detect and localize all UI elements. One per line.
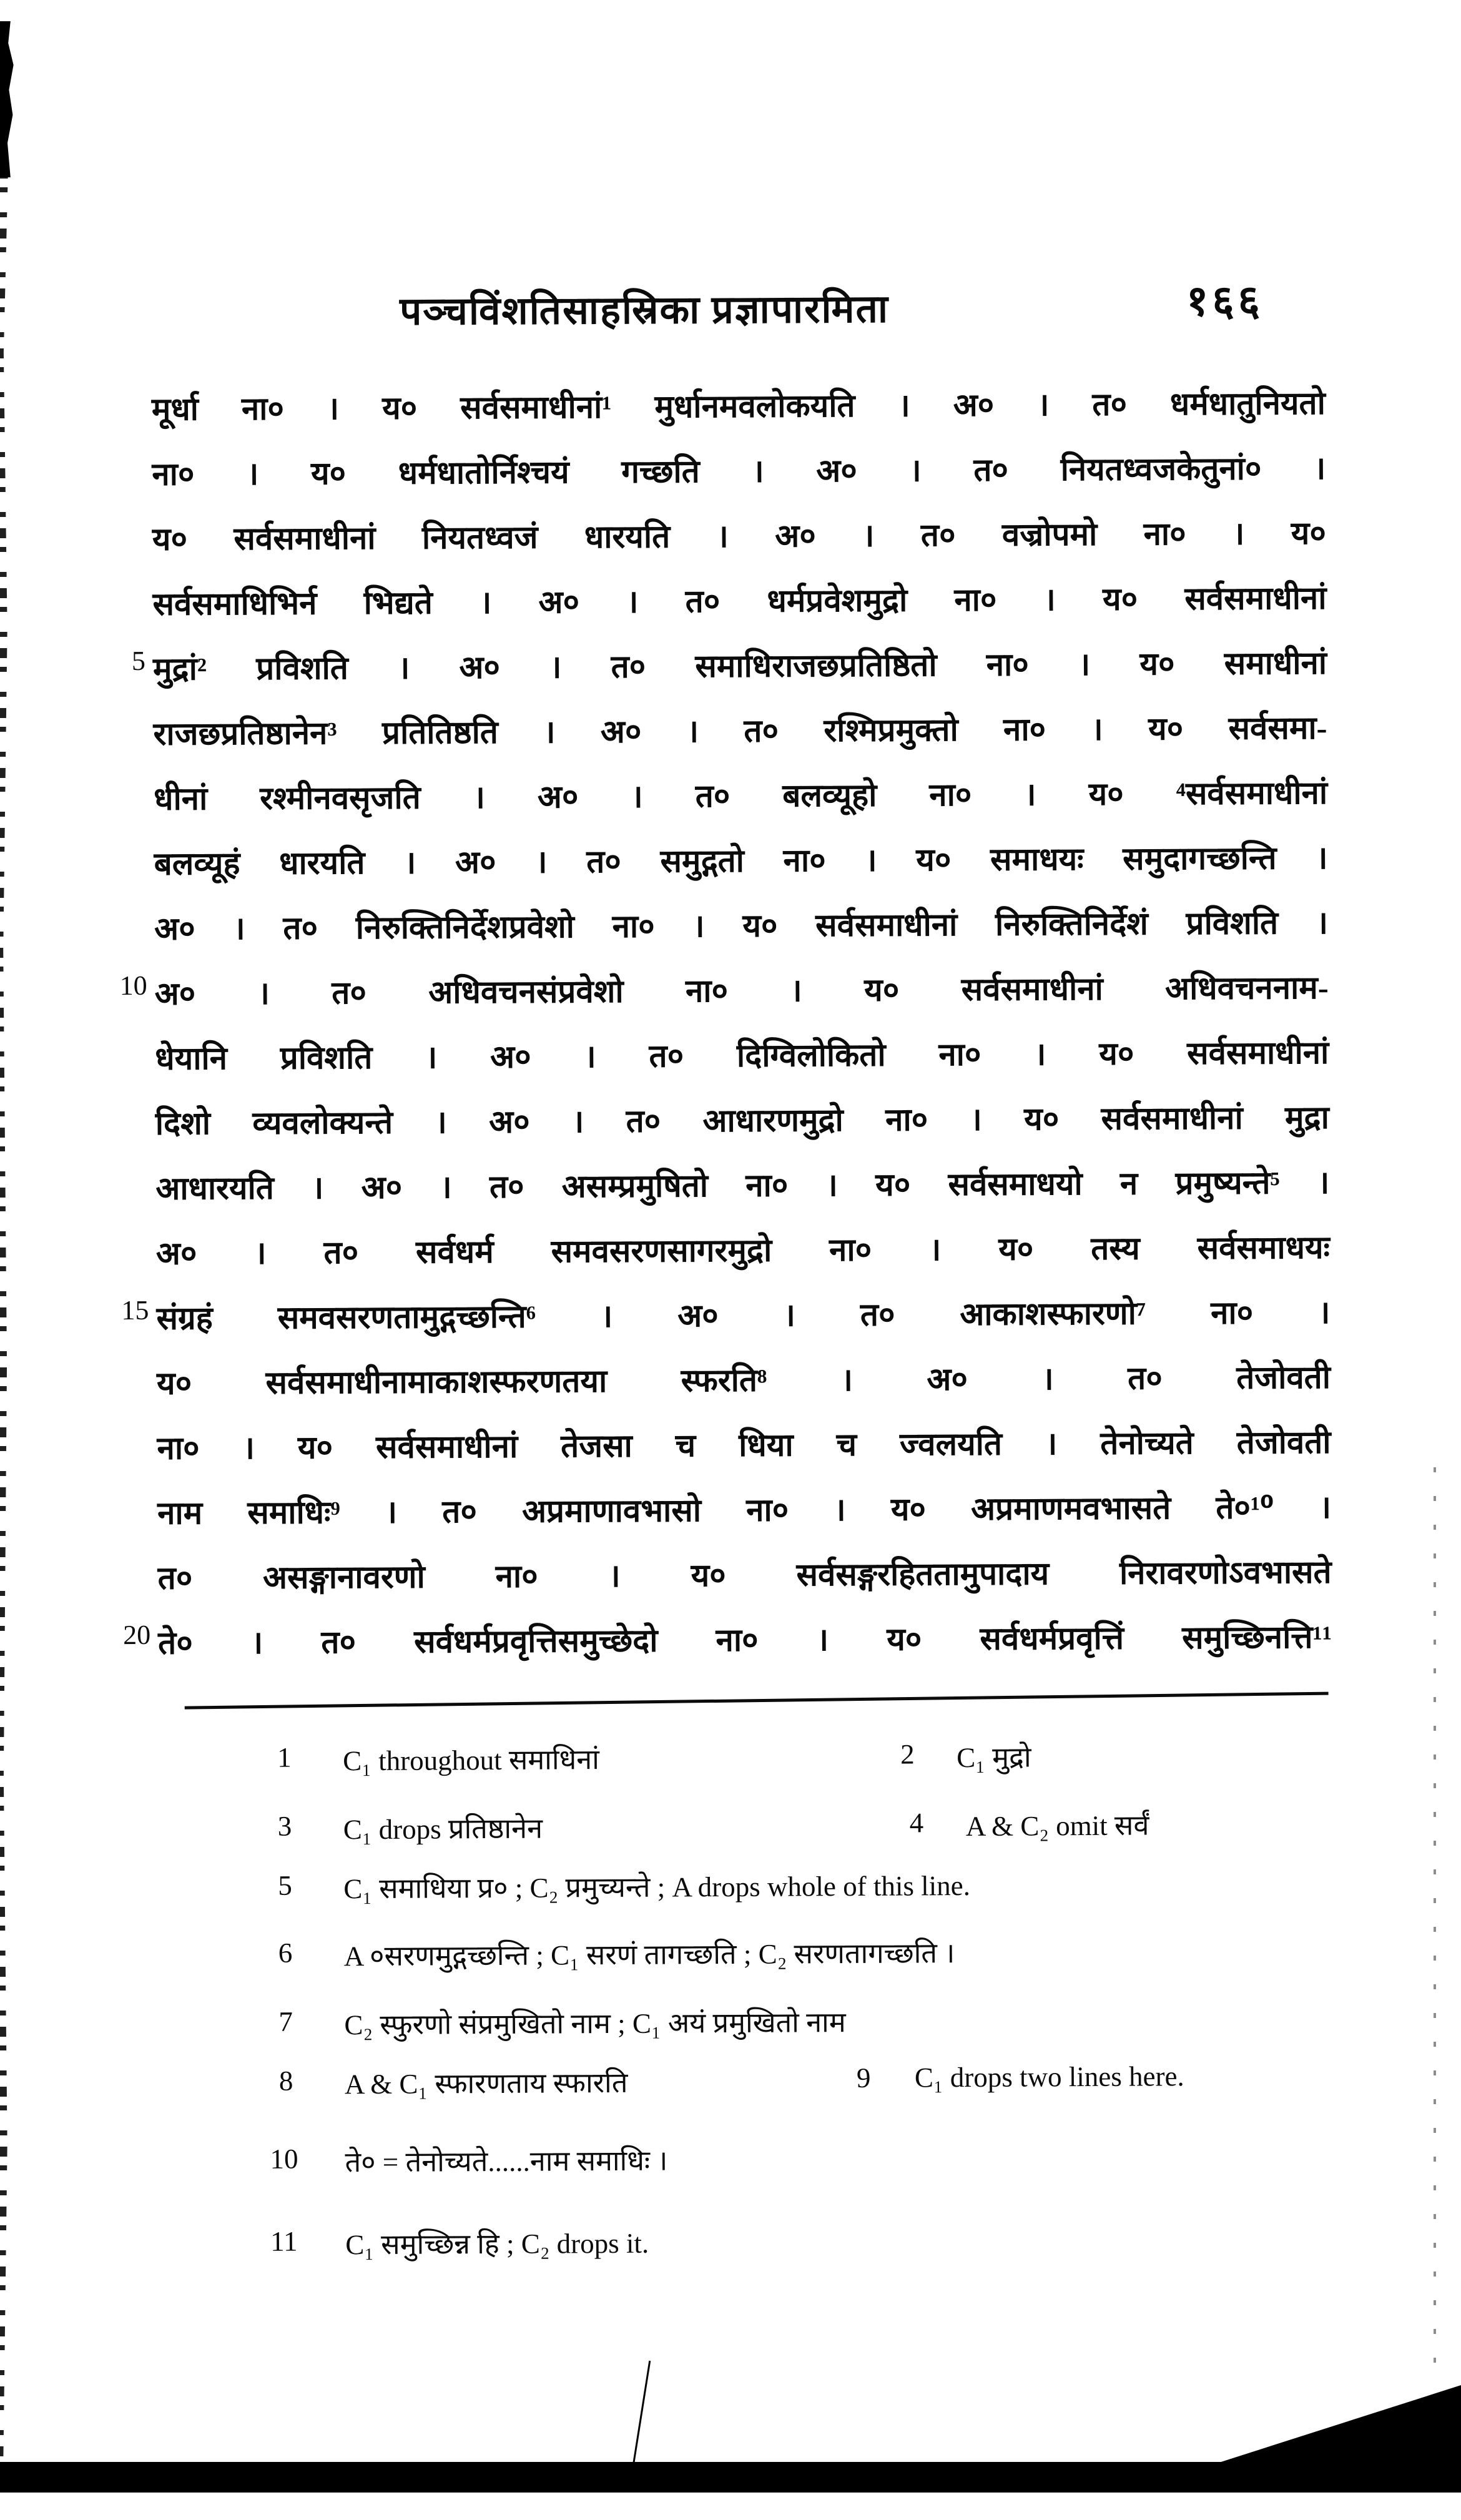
footnote-7-number: 7 [278,2006,293,2037]
footnote-row [3,1863,1461,1924]
text-line-8: बलव्यूहं धारयति । अ० । त० समुद्गतो ना० । य० समाधयः समुदागच्छन्ति । [154,840,1328,882]
line-number-5: 5 [131,645,146,677]
text-line-17: ना० । य० सर्वसमाधीनां तेजसा च धिया च ज्वलयति । तेनोच्यते तेजोवती [157,1425,1331,1467]
text-line-14: अ० । त० सर्वधर्म समवसरणसागरमुद्रो ना० । य० तस्य सर्वसमाधयः [155,1230,1331,1272]
text-line-5: मुद्रां² प्रविशति । अ० । त० समाधिराजछप्रतिष्ठितो ना० । य० समाधीनां [152,646,1327,687]
footnote-2-text: C₁ मुद्रो [957,1741,1031,1774]
footnote-row [4,1999,1461,2060]
footnote-8-text: A & C₁ स्फारणताय स्फारति [344,2067,628,2100]
footnote-row [5,2219,1461,2280]
footnote-3-number: 3 [277,1810,292,1842]
footnote-4-number: 4 [909,1807,924,1839]
line-number-20: 20 [123,1619,151,1651]
text-line-7: धीनां रश्मीनवसृजति । अ० । त० बलव्यूहो ना० । य० ⁴सर्वसमाधीनां [153,775,1328,817]
footnote-1-text: C₁ throughout समाधिनां [343,1744,599,1777]
scan-right-speckle-artifact [1434,1467,1436,2373]
text-line-19: त० असङ्गानावरणो ना० । य० सर्वसङ्गरहिततामुपादाय निरावरणोऽवभासते [157,1555,1332,1597]
text-line-12: दिशो व्यवलोक्यन्ते । अ० । त० आधारणमुद्रो ना० । य० सर्वसमाधीनां मुद्रा [155,1100,1329,1142]
footnote-2-number: 2 [900,1738,915,1770]
footnote-row [4,2137,1461,2198]
text-line-1: मूर्धा ना० । य० सर्वसमाधीनां¹ मुर्धानमवलोकयति । अ० । त० धर्मधातुनियतो [151,386,1326,428]
footnote-5-text: C₁ समाधिया प्र० ; C₂ प्रमुच्यन्ते ; A drops whole of this line. [343,1870,971,1905]
text-line-18: नाम समाधिः⁹ । त० अप्रमाणावभासो ना० । य० अप्रमाणमवभासते ते०¹⁰ । [157,1490,1332,1532]
footnote-6-text: A ०सरणमुद्गच्छन्ति ; C₁ सरणं तागच्छति ; C₂ सरणतागच्छति । [343,1937,955,1972]
main-text-block [152,372,1332,1676]
text-line-4: सर्वसमाधिभिर्न भिद्यते । अ० । त० धर्मप्रवेशमुद्रो ना० । य० सर्वसमाधीनां [152,581,1327,623]
text-line-20: ते० । त० सर्वधर्मप्रवृत्तिसमुच्छेदो ना० । य० सर्वधर्मप्रवृत्तिं समुच्छिनत्ति¹¹ [158,1620,1332,1661]
footnote-8-number: 8 [278,2065,293,2097]
text-line-10: अ० । त० अधिवचनसंप्रवेशो ना० । य० सर्वसमाधीनां अधिवचननाम- [154,970,1329,1012]
line-number-10: 10 [119,970,147,1002]
text-line-3: य० सर्वसमाधीनां नियतध्वजं धारयति । अ० । त० वज्रोपमो ना० । य० [152,516,1327,558]
page-number: १६६ [1186,277,1264,325]
text-line-11: धेयानि प्रविशति । अ० । त० दिग्विलोकितो ना० । य० सर्वसमाधीनां [155,1035,1329,1077]
footnote-9-text: C₁ drops two lines here. [914,2060,1184,2094]
footnote-row [4,1931,1461,1992]
footnote-9-number: 9 [856,2062,871,2094]
footnote-row [4,2059,1461,2120]
footnote-7-text: C₂ स्फुरणो संप्रमुखितो नाम ; C₁ अयं प्रमुखितो नाम [344,2007,846,2041]
text-line-15: संग्रहं समवसरणतामुद्गच्छन्ति⁶ । अ० । त० आकाशस्फारणो⁷ ना० । [156,1295,1331,1337]
footnote-6-number: 6 [278,1937,293,1969]
running-head-title: पञ्चविंशतिसाहस्रिका प्रज्ञापारमिता [399,288,890,333]
footnote-10-text: ते० = तेनोच्यते......नाम समाधिः । [345,2145,668,2178]
footnote-separator-rule [185,1692,1329,1710]
text-line-9: अ० । त० निरुक्तिनिर्देशप्रवेशो ना० । य० सर्वसमाधीनां निरुक्तिनिर्देशं प्रविशति । [154,905,1329,947]
footnote-row [2,1735,1461,1796]
footnote-11-text: C₁ समुच्छिन्न हि ; C₂ drops it. [345,2227,649,2261]
footnote-3-text: C₁ drops प्रतिष्ठानेन [343,1813,543,1846]
footnote-10-number: 10 [270,2143,298,2175]
text-line-13: आधारयति । अ० । त० असम्प्रमुषितो ना० । य० सर्वसमाधयो न प्रमुष्यन्ते⁵ । [155,1165,1330,1207]
text-line-16: य० सर्वसमाधीनामाकाशस्फरणतया स्फरति⁸ । अ० । त० तेजोवती [156,1360,1331,1402]
footnote-11-number: 11 [270,2225,298,2257]
text-line-6: राजछप्रतिष्ठानेन³ प्रतितिष्ठति । अ० । त० रश्मिप्रमुक्तो ना० । य० सर्वसमा- [153,711,1327,752]
footnote-row [3,1804,1461,1865]
footnote-4-text: A & C₂ omit सर्वं [965,1809,1149,1843]
text-line-2: ना० । य० धर्मधातोर्निश्चयं गच्छति । अ० । त० नियतध्वजकेतुनां० । [152,451,1326,493]
footnote-1-number: 1 [277,1741,292,1773]
scan-bottom-edge-artifact [0,2462,1461,2493]
line-number-15: 15 [121,1294,149,1326]
footnote-5-number: 5 [278,1869,292,1901]
